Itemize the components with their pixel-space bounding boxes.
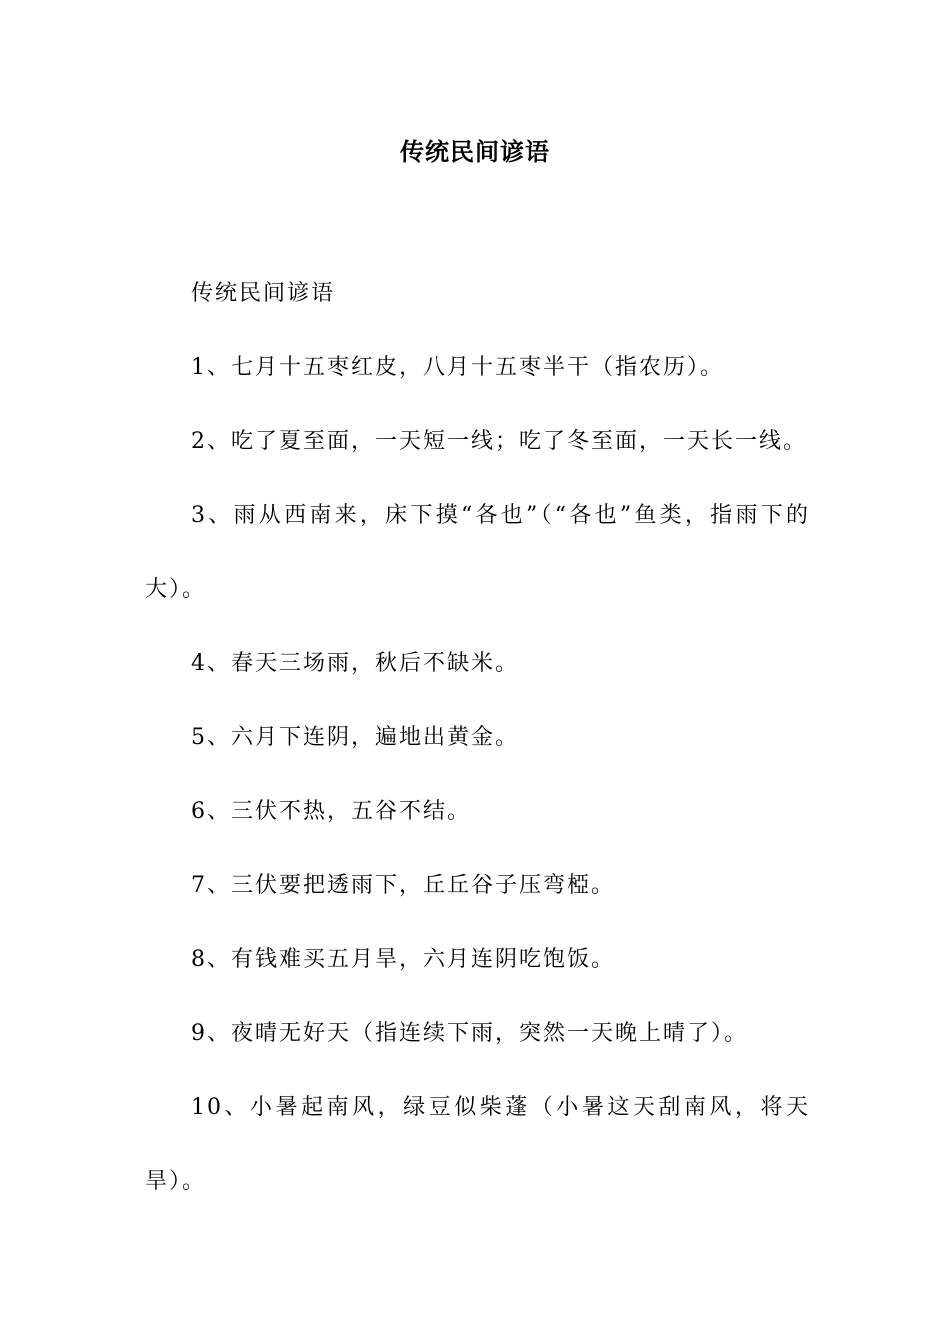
document-title: 传统民间谚语 [400, 137, 550, 166]
proverb-7: 7、三伏要把透雨下，丘丘谷子压弯椏。 [191, 873, 615, 898]
document-body [145, 257, 810, 1219]
proverb-3: 3、雨从西南来，床下摸“各也”（“各也”鱼类，指雨下的大）。 [145, 503, 810, 602]
proverb-4: 4、春天三场雨，秋后不缺米。 [191, 651, 519, 676]
proverb-2: 2、吃了夏至面，一天短一线；吃了冬至面，一天长一线。 [191, 429, 807, 454]
proverb-5: 5、六月下连阴，遍地出黄金。 [191, 725, 519, 750]
proverb-1: 1、七月十五枣红皮，八月十五枣半干（指农历）。 [191, 355, 724, 380]
proverb-10: 10、小暑起南风，绿豆似柴蓬（小暑这天刮南风，将天旱）。 [145, 1095, 810, 1194]
paragraph-heading: 传统民间谚语 [191, 281, 336, 306]
proverb-9: 9、夜晴无好天（指连续下雨，突然一天晚上晴了）。 [191, 1021, 748, 1046]
proverb-8: 8、有钱难买五月旱，六月连阴吃饱饭。 [191, 947, 615, 972]
proverb-6: 6、三伏不热，五谷不结。 [191, 799, 471, 824]
